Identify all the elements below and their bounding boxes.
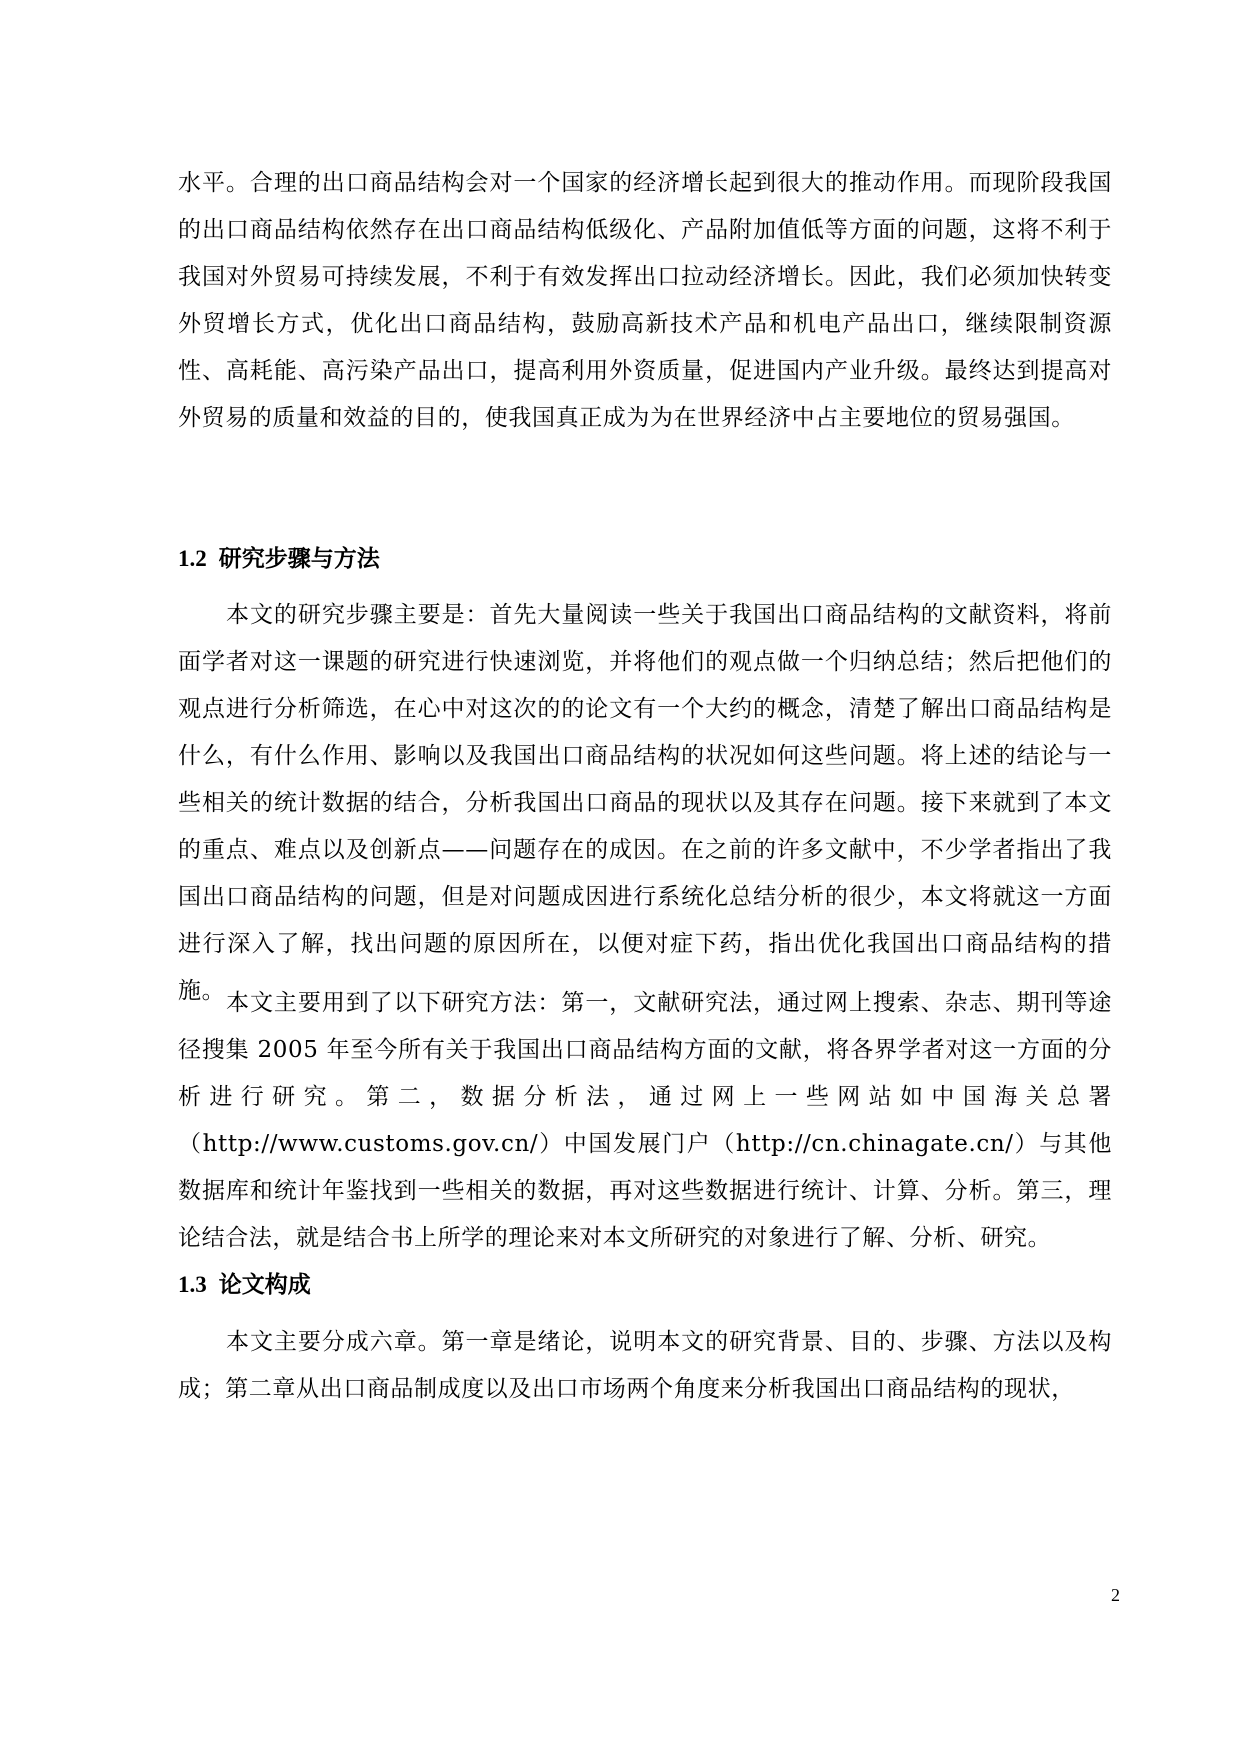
section-heading-1-2 [178, 543, 1112, 575]
section-number: 1.2 [178, 546, 207, 571]
page-number: 2 [1111, 1585, 1120, 1605]
paragraph-thesis-structure: 本文主要分成六章。第一章是绪论，说明本文的研究背景、目的、步骤、方法以及构成；第二章从出口商品制成度以及出口市场两个角度来分析我国出口商品结构的现状， [178, 1329, 1112, 1402]
section-number: 1.3 [178, 1272, 207, 1297]
paragraph-research-significance: 水平。合理的出口商品结构会对一个国家的经济增长起到很大的推动作用。而现阶段我国的出口商品结构依然存在出口商品结构低级化、产品附加值低等方面的问题，这将不利于我国对外贸易可持续发展，不利于有效发挥出口拉动经济增长。因此，我们必须加快转变外贸增长方式，优化出口商品结构，鼓励高新技术产品和机电产品出口，继续限制资源性、高耗能、高污染产品出口，提高利用外资质量，促进国内产业升级。最终达到提高对外贸易的质量和效益的目的，使我国真正成为为在世界经济中占主要地位的贸易强国。 [178, 170, 1112, 431]
section-title: 论文构成 [218, 1271, 311, 1298]
paragraph-research-steps: 本文的研究步骤主要是：首先大量阅读一些关于我国出口商品结构的文献资料，将前面学者对这一课题的研究进行快速浏览，并将他们的观点做一个归纳总结；然后把他们的观点进行分析筛选，在心中对这次的的论文有一个大约的概念，清楚了解出口商品结构是什么，有什么作用、影响以及我国出口商品结构的状况如何这些问题。将上述的结论与一些相关的统计数据的结合，分析我国出口商品的现状以及其存在问题。接下来就到了本文的重点、难点以及创新点——问题存在的成因。在之前的许多文献中，不少学者指出了我国出口商品结构的问题，但是对问题成因进行系统化总结分析的很少，本文将就这一方面进行深入了解，找出问题的原因所在，以便对症下药，指出优化我国出口商品结构的措施。 [178, 602, 1112, 1004]
paragraph-research-methods: 本文主要用到了以下研究方法：第一，文献研究法，通过网上搜索、杂志、期刊等途径搜集 2005 年至今所有关于我国出口商品结构方面的文献，将各界学者对这一方面的分析进行研究。第二，数据分析法，通过网上一些网站如中国海关总署（http://www.customs.gov.cn/）中国发展门户（http://cn.chinagate.cn/）与其他数据库和统计年鉴找到一些相关的数据，再对这些数据进行统计、计算、分析。第三，理论结合法，就是结合书上所学的理论来对本文所研究的对象进行了解、分析、研究。 [178, 990, 1112, 1251]
section-heading-1-3 [178, 1269, 1112, 1301]
section-title: 研究步骤与方法 [218, 545, 380, 572]
